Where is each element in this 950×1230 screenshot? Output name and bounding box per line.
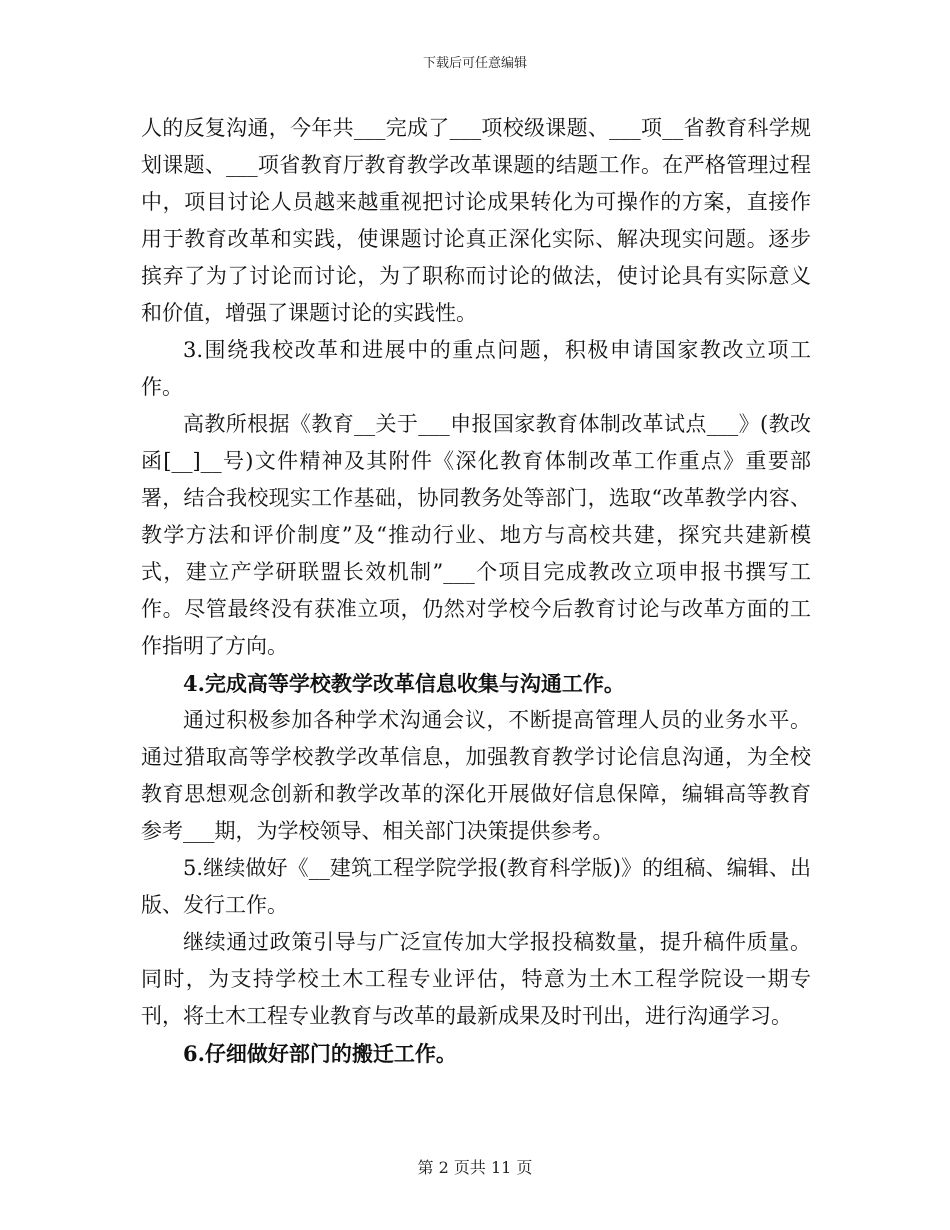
section-heading-3: 3.围绕我校改革和进展中的重点问题，积极申请国家教改立项工作。 <box>141 338 811 399</box>
paragraph-information: 通过积极参加各种学术沟通会议，不断提高管理人员的业务水平。通过猎取高等学校教学改革信息，加强教育教学讨论信息沟通，为全校教育思想观念创新和教学改革的深化开展做好信息保障，编辑高等教育参考___期，为学校领导、相关部门决策提供参考。 <box>141 708 811 843</box>
document-body <box>141 110 811 1072</box>
paragraph-reform-project: 高教所根据《教育__关于___申报国家教育体制改革试点___》(教改函[__]__号)文件精神及其附件《深化教育体制改革工作重点》重要部署，结合我校现实工作基础，协同教务处等部门，选取“改革教学内容、教学方法和评价制度”及“推动行业、地方与高校共建，探究共建新模式，建立产学研联盟长效机制”___个项目完成教改立项申报书撰写工作。尽管最终没有获准立项，仍然对学校今后教育讨论与改革方面的工作指明了方向。 <box>141 412 811 658</box>
section-heading-4: 4.完成高等学校教学改革信息收集与沟通工作。 <box>183 671 625 696</box>
section-heading-5: 5.继续做好《__建筑工程学院学报(教育科学版)》的组稿、编辑、出版、发行工作。 <box>141 856 811 917</box>
section-heading-6: 6.仔细做好部门的搬迁工作。 <box>183 1041 457 1066</box>
paragraph-continuation: 人的反复沟通，今年共___完成了___项校级课题、___项__省教育科学规划课题、___项省教育厅教育教学改革课题的结题工作。在严格管理过程中，项目讨论人员越来越重视把讨论成果转化为可操作的方案，直接作用于教育改革和实践，使课题讨论真正深化实际、解决现实问题。逐步摈弃了为了讨论而讨论，为了职称而讨论的做法，使讨论具有实际意义和价值，增强了课题讨论的实践性。 <box>141 116 811 325</box>
page-footer: 第 2 页共 11 页 <box>417 1158 533 1177</box>
paragraph-journal: 继续通过政策引导与广泛宣传加大学报投稿数量，提升稿件质量。同时，为支持学校土木工程专业评估，特意为土木工程学院设一期专刊，将土木工程专业教育与改革的最新成果及时刊出，进行沟通学习。 <box>141 930 811 1028</box>
page-header: 下载后可任意编辑 <box>422 56 527 71</box>
